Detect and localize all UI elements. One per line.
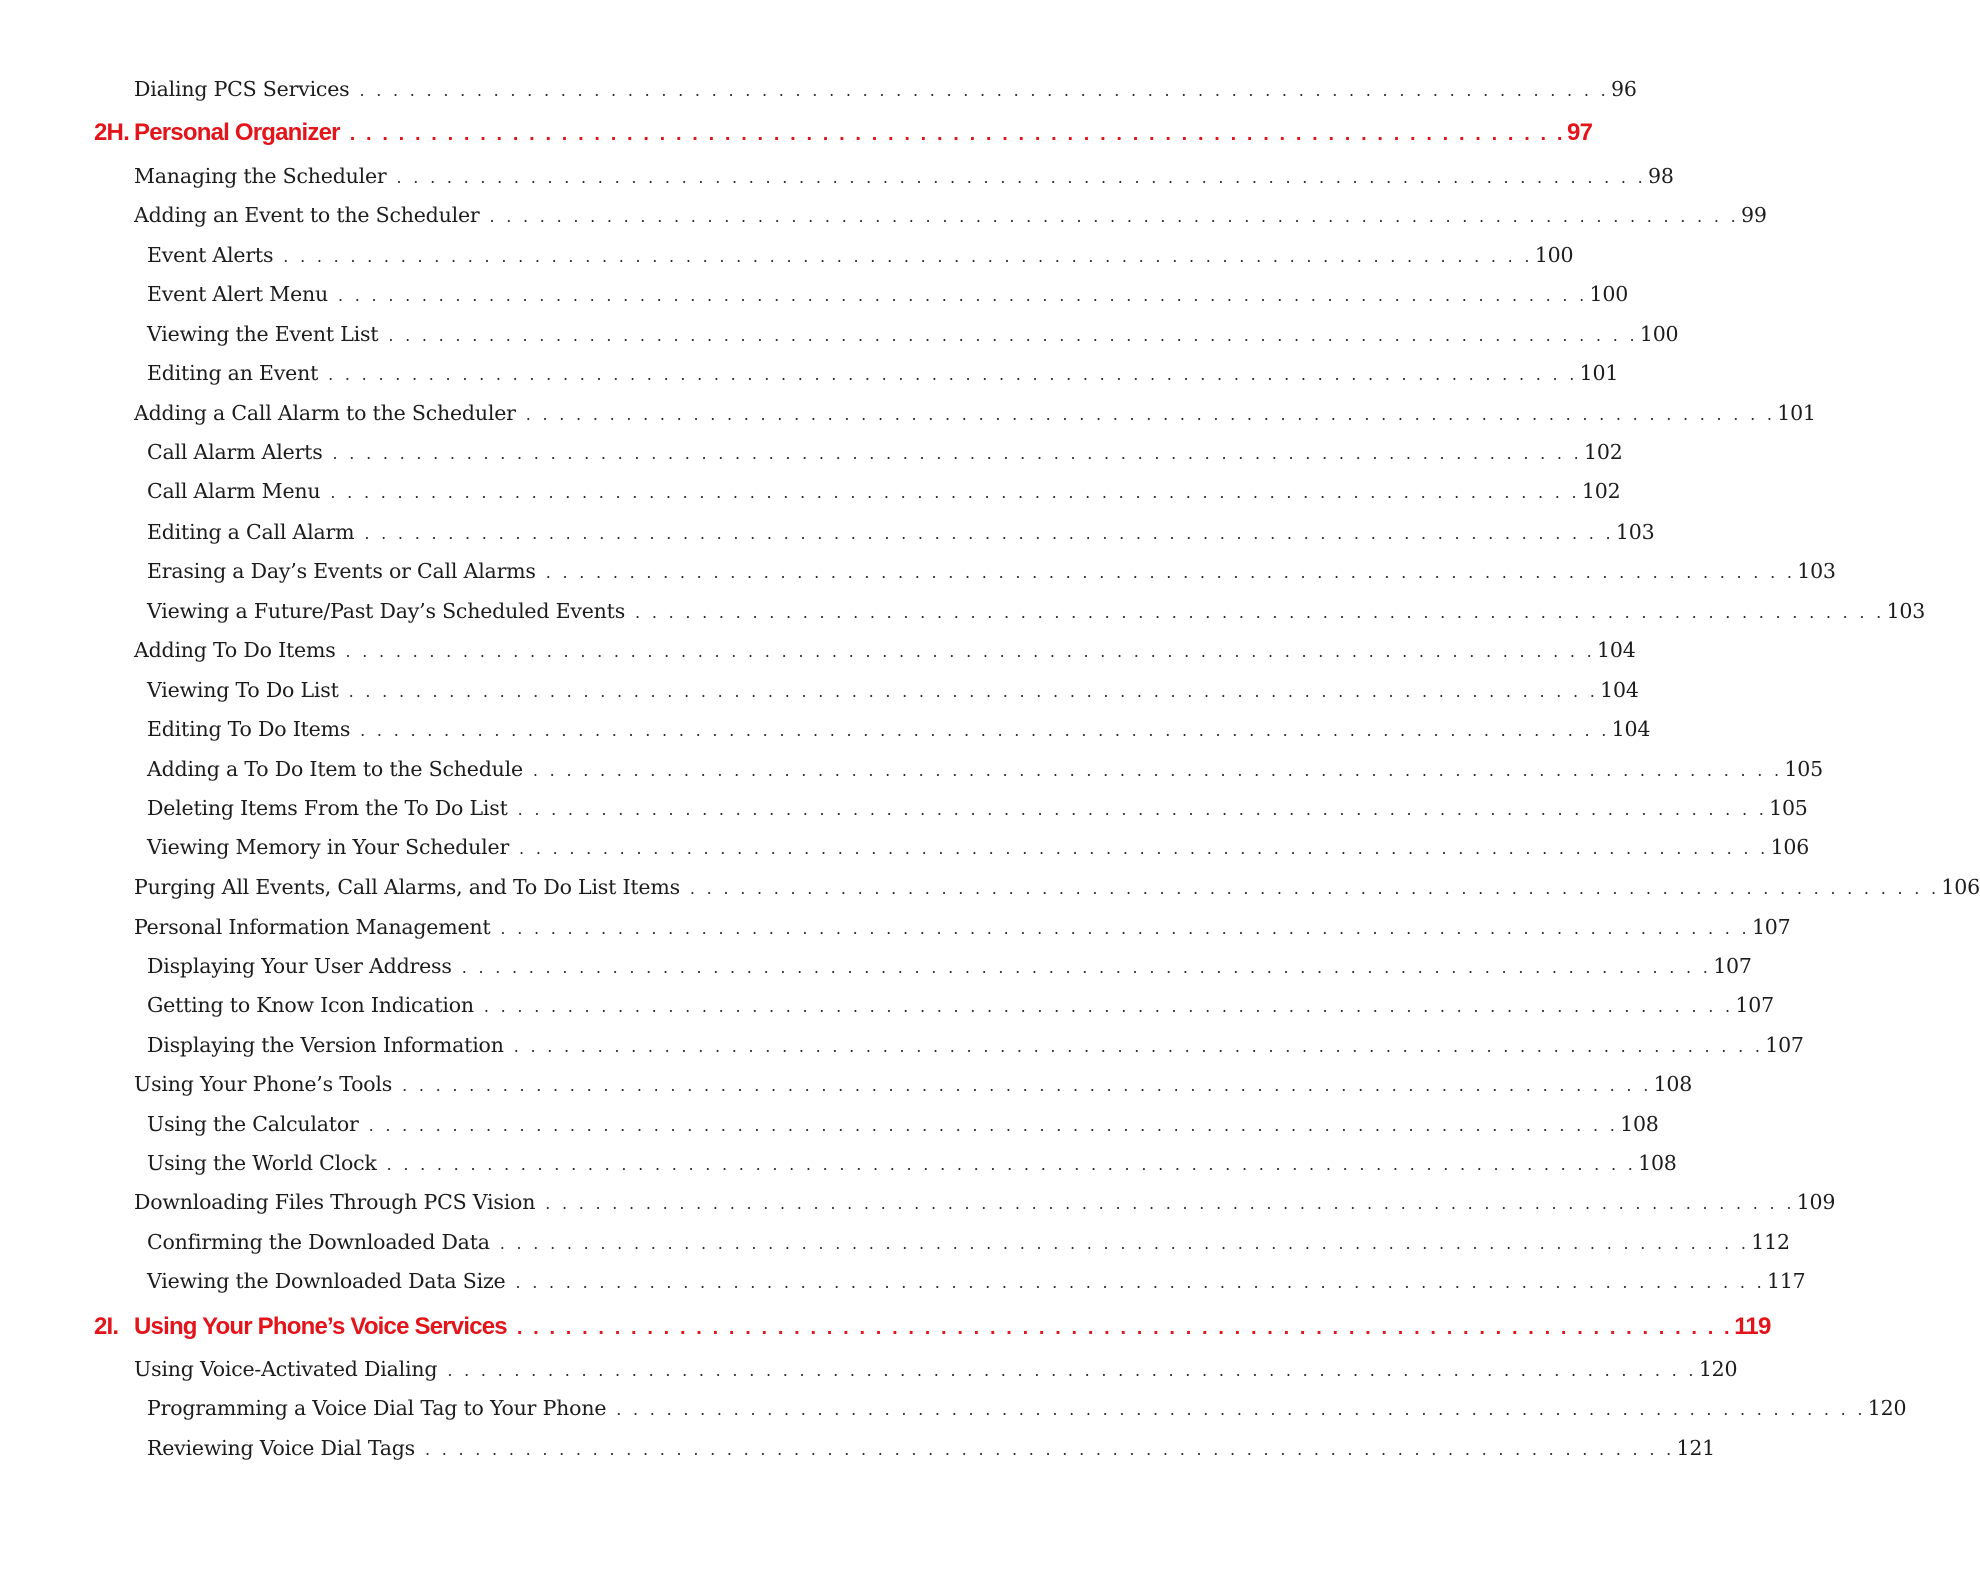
toc-entry[interactable] [134,1069,1693,1099]
toc-entry[interactable] [147,358,1619,388]
toc-entry[interactable] [134,161,1674,191]
chapter-number: 2H. [94,119,129,147]
page-number: 103 [1886,598,1926,623]
toc-entry[interactable] [147,437,1623,467]
entry-title: Managing the Scheduler [134,163,387,188]
dot-leader: . . . . . . . . . . . . . . . . . . . . . . . . . . . . . . . . . . . . . . . . . . . . . . . . . . . . . . . . . . . . . . . . . . . . . . . . . . . [386,1154,1637,1174]
entry-title: Personal Information Management [134,914,491,939]
toc-chapter-entry[interactable] [94,1310,1771,1344]
toc-entry[interactable] [147,596,1926,626]
dot-leader: . . . . . . . . . . . . . . . . . . . . . . . . . . . . . . . . . . . . . . . . . . . . . . . . . . . . . . . . . . . . . . . . . . . . . . . . . . . [616,1399,1866,1419]
entry-title: Displaying the Version Information [147,1032,504,1057]
entry-title: Programming a Voice Dial Tag to Your Phone [147,1395,607,1420]
dot-leader: . . . . . . . . . . . . . . . . . . . . . . . . . . . . . . . . . . . . . . . . . . . . . . . . . . . . . . . . . . . . . . . . . . . . . . . . . . . [328,364,1578,384]
dot-leader: . . . . . . . . . . . . . . . . . . . . . . . . . . . . . . . . . . . . . . . . . . . . . . . . . . . . . . . . . . . . . . . . . . . . . . . . . . . [402,1075,1652,1095]
dot-leader: . . . . . . . . . . . . . . . . . . . . . . . . . . . . . . . . . . . . . . . . . . . . . . . . . . . . . . . . . . . . . . . . . . . . . . . . . . . [499,1233,1750,1253]
entry-title: Confirming the Downloaded Data [147,1229,490,1254]
page-number: 104 [1611,716,1651,741]
toc-entry[interactable] [134,398,1816,428]
toc-entry[interactable] [147,714,1651,744]
dot-leader: . . . . . . . . . . . . . . . . . . . . . . . . . . . . . . . . . . . . . . . . . . . . . . . . . . . . . . . . . . . . . . . . . . . . . . . . . . . [689,878,1940,898]
page-number: 112 [1751,1229,1790,1254]
toc-entry[interactable] [147,319,1679,349]
entry-title: Displaying Your User Address [147,953,452,978]
page-number: 100 [1589,281,1629,306]
toc-entry[interactable] [134,872,1980,902]
dot-leader: . . . . . . . . . . . . . . . . . . . . . . . . . . . . . . . . . . . . . . . . . . . . . . . . . . . . . . . . . . . . . . . . . . . . . . . . . . . [345,641,1596,661]
entry-title: Adding To Do Items [134,637,336,662]
entry-title: Using Your Phone’s Tools [134,1071,393,1096]
toc-entry[interactable] [147,240,1574,270]
toc-entry[interactable] [134,912,1791,942]
entry-title: Getting to Know Icon Indication [147,992,474,1017]
entry-title: Editing an Event [147,360,319,385]
dot-leader: . . . . . . . . . . . . . . . . . . . . . . . . . . . . . . . . . . . . . . . . . . . . . . . . . . . . . . . . . . . . . . . . . . . . . . . . . . . [447,1360,1697,1380]
entry-title: Adding an Event to the Scheduler [134,202,480,227]
dot-leader: . . . . . . . . . . . . . . . . . . . . . . . . . . . . . . . . . . . . . . . . . . . . . . . . . . . . . . . . . . . . . . . . . . . . . . . . . . . [545,562,1796,582]
entry-title: Downloading Files Through PCS Vision [134,1189,536,1214]
dot-leader: . . . . . . . . . . . . . . . . . . . . . . . . . . . . . . . . . . . . . . . . . . . . . . . . . . . . . . . . . . . . . . . . . . . . . . . . . . . [545,1193,1795,1213]
page-number: 108 [1620,1111,1659,1136]
entry-title: Purging All Events, Call Alarms, and To Do List Items [134,874,680,899]
dot-leader: . . . . . . . . . . . . . . . . . . . . . . . . . . . . . . . . . . . . . . . . . . . . . . . . . . . . . . . . . . . . . . . . . . . . . . . . . . . [424,1439,1675,1459]
toc-entry[interactable] [134,1354,1738,1384]
page-number: 107 [1735,992,1774,1017]
dot-leader: . . . . . . . . . . . . . . . . . . . . . . . . . . . . . . . . . . . . . . . . . . . . . . . . . . . . . . . . . . . . . . . . . . . . . . . . . . . [516,1317,1733,1340]
dot-leader: . . . . . . . . . . . . . . . . . . . . . . . . . . . . . . . . . . . . . . . . . . . . . . . . . . . . . . . . . . . . . . . . . . . . . . . . . . . [461,957,1712,977]
page-number: 102 [1581,478,1621,503]
page-number: 106 [1941,874,1980,899]
dot-leader: . . . . . . . . . . . . . . . . . . . . . . . . . . . . . . . . . . . . . . . . . . . . . . . . . . . . . . . . . . . . . . . . . . . . . . . . . . . [513,1036,1764,1056]
entry-title: Using the World Clock [147,1150,377,1175]
toc-entry[interactable] [147,754,1823,784]
page-number: 100 [1639,321,1679,346]
dot-leader: . . . . . . . . . . . . . . . . . . . . . . . . . . . . . . . . . . . . . . . . . . . . . . . . . . . . . . . . . . . . . . . . . . . . . . . . . . . [348,681,1599,701]
toc-entry[interactable] [147,832,1810,862]
page-number: 120 [1698,1356,1738,1381]
page-number: 120 [1867,1395,1907,1420]
dot-leader: . . . . . . . . . . . . . . . . . . . . . . . . . . . . . . . . . . . . . . . . . . . . . . . . . . . . . . . . . . . . . . . . . . . . . . . . . . . [532,760,1783,780]
toc-entry[interactable] [134,1187,1836,1217]
page-number: 108 [1653,1071,1693,1096]
page-number: 117 [1767,1268,1806,1293]
dot-leader: . . . . . . . . . . . . . . . . . . . . . . . . . . . . . . . . . . . . . . . . . . . . . . . . . . . . . . . . . . . . . . . . . . . . . . . . . . . [515,1272,1765,1292]
dot-leader: . . . . . . . . . . . . . . . . . . . . . . . . . . . . . . . . . . . . . . . . . . . . . . . . . . . . . . . . . . . . . . . . . . . . . . . . . . . [388,325,1638,345]
dot-leader: . . . . . . . . . . . . . . . . . . . . . . . . . . . . . . . . . . . . . . . . . . . . . . . . . . . . . . . . . . . . . . . . . . . . . . . . . . . [330,482,1580,502]
dot-leader: . . . . . . . . . . . . . . . . . . . . . . . . . . . . . . . . . . . . . . . . . . . . . . . . . . . . . . . . . . . . . . . . . . . . . . . . . . . [332,443,1583,463]
toc-entry[interactable] [147,476,1621,506]
toc-entry[interactable] [147,1030,1804,1060]
page-number: 99 [1741,202,1767,227]
entry-title: Adding a To Do Item to the Schedule [147,756,523,781]
dot-leader: . . . . . . . . . . . . . . . . . . . . . . . . . . . . . . . . . . . . . . . . . . . . . . . . . . . . . . . . . . . . . . . . . . . . . . . . . . . [359,80,1609,100]
entry-title: Using the Calculator [147,1111,359,1136]
entry-title: Editing To Do Items [147,716,351,741]
entry-title: Viewing a Future/Past Day’s Scheduled Events [147,598,626,623]
page-number: 101 [1579,360,1619,385]
page-number: 119 [1734,1313,1771,1341]
toc-entry[interactable] [134,74,1637,104]
page-number: 105 [1784,756,1823,781]
toc-entry[interactable] [147,675,1639,705]
dot-leader: . . . . . . . . . . . . . . . . . . . . . . . . . . . . . . . . . . . . . . . . . . . . . . . . . . . . . . . . . . . . . . . . . . . . . . . . . . . [519,838,1769,858]
entry-title: Using Voice-Activated Dialing [134,1356,438,1381]
toc-entry[interactable] [147,1266,1806,1296]
page-number: 105 [1769,795,1808,820]
toc-entry[interactable] [134,635,1636,665]
entry-title: Editing a Call Alarm [147,519,355,544]
page-number: 98 [1648,163,1674,188]
page-number: 104 [1597,637,1636,662]
entry-title: Call Alarm Alerts [147,439,323,464]
dot-leader: . . . . . . . . . . . . . . . . . . . . . . . . . . . . . . . . . . . . . . . . . . . . . . . . . . . . . . . . . . . . . . . . . . . . . . . . . . . [489,206,1739,226]
entry-title: Deleting Items From the To Do List [147,795,508,820]
toc-entry[interactable] [147,1393,1907,1423]
page-number: 107 [1713,953,1752,978]
page-number: 101 [1777,400,1816,425]
entry-title: Erasing a Day’s Events or Call Alarms [147,558,536,583]
dot-leader: . . . . . . . . . . . . . . . . . . . . . . . . . . . . . . . . . . . . . . . . . . . . . . . . . . . . . . . . . . . . . . . . . . . . . . . . . . . [283,246,1533,266]
entry-title: Viewing To Do List [147,677,339,702]
page-number: 121 [1676,1435,1716,1460]
dot-leader: . . . . . . . . . . . . . . . . . . . . . . . . . . . . . . . . . . . . . . . . . . . . . . . . . . . . . . . . . . . . . . . . . . . . . . . . . . . [396,167,1647,187]
toc-entry[interactable] [147,1148,1677,1178]
toc-entry[interactable] [147,279,1629,309]
toc-entry[interactable] [147,1109,1659,1139]
dot-leader: . . . . . . . . . . . . . . . . . . . . . . . . . . . . . . . . . . . . . . . . . . . . . . . . . . . . . . . . . . . . . . . . . . . . . . . . . . . [517,799,1768,819]
page-number: 107 [1751,914,1791,939]
toc-entry[interactable] [147,556,1836,586]
chapter-title: Personal Organizer [134,119,340,147]
page-number: 103 [1615,519,1655,544]
toc-entry[interactable] [147,517,1655,547]
dot-leader: . . . . . . . . . . . . . . . . . . . . . . . . . . . . . . . . . . . . . . . . . . . . . . . . . . . . . . . . . . . . . . . . . . . . . . . . . . . [368,1115,1619,1135]
toc-chapter-entry[interactable] [94,116,1593,150]
chapter-title: Using Your Phone’s Voice Services [134,1313,507,1341]
page-number: 96 [1610,76,1637,101]
toc-entry[interactable] [147,1227,1790,1257]
entry-title: Viewing Memory in Your Scheduler [147,834,510,859]
dot-leader: . . . . . . . . . . . . . . . . . . . . . . . . . . . . . . . . . . . . . . . . . . . . . . . . . . . . . . . . . . . . . . . . . . . . . . . . . . . [483,996,1734,1016]
dot-leader: . . . . . . . . . . . . . . . . . . . . . . . . . . . . . . . . . . . . . . . . . . . . . . . . . . . . . . . . . . . . . . . . . . . . . . . . . . . [338,285,1588,305]
page-number: 104 [1600,677,1639,702]
dot-leader: . . . . . . . . . . . . . . . . . . . . . . . . . . . . . . . . . . . . . . . . . . . . . . . . . . . . . . . . . . . . . . . . . . . . . . . . . . . [525,404,1776,424]
page-number: 107 [1765,1032,1804,1057]
entry-title: Reviewing Voice Dial Tags [147,1435,415,1460]
entry-title: Adding a Call Alarm to the Scheduler [134,400,516,425]
dot-leader: . . . . . . . . . . . . . . . . . . . . . . . . . . . . . . . . . . . . . . . . . . . . . . . . . . . . . . . . . . . . . . . . . . . . . . . . . . . [364,523,1614,543]
dot-leader: . . . . . . . . . . . . . . . . . . . . . . . . . . . . . . . . . . . . . . . . . . . . . . . . . . . . . . . . . . . . . . . . . . . . . . . . . . . [349,123,1566,146]
entry-title: Event Alert Menu [147,281,329,306]
page-number: 100 [1534,242,1574,267]
entry-title: Dialing PCS Services [134,76,350,101]
entry-title: Viewing the Downloaded Data Size [147,1268,506,1293]
page-number: 103 [1797,558,1836,583]
toc-entry[interactable] [147,1433,1716,1463]
toc-entry[interactable] [147,990,1774,1020]
dot-leader: . . . . . . . . . . . . . . . . . . . . . . . . . . . . . . . . . . . . . . . . . . . . . . . . . . . . . . . . . . . . . . . . . . . . . . . . . . . [635,602,1885,622]
dot-leader: . . . . . . . . . . . . . . . . . . . . . . . . . . . . . . . . . . . . . . . . . . . . . . . . . . . . . . . . . . . . . . . . . . . . . . . . . . . [500,918,1750,938]
dot-leader: . . . . . . . . . . . . . . . . . . . . . . . . . . . . . . . . . . . . . . . . . . . . . . . . . . . . . . . . . . . . . . . . . . . . . . . . . . . [360,720,1610,740]
page-number: 97 [1567,119,1593,147]
page-number: 109 [1796,1189,1836,1214]
toc-entry[interactable] [134,200,1767,230]
page-number: 108 [1638,1150,1677,1175]
page-number: 102 [1584,439,1623,464]
entry-title: Event Alerts [147,242,274,267]
entry-title: Call Alarm Menu [147,478,321,503]
entry-title: Viewing the Event List [147,321,379,346]
toc-entry[interactable] [147,793,1808,823]
chapter-number: 2I. [94,1313,119,1341]
page-number: 106 [1770,834,1810,859]
toc-entry[interactable] [147,951,1752,981]
